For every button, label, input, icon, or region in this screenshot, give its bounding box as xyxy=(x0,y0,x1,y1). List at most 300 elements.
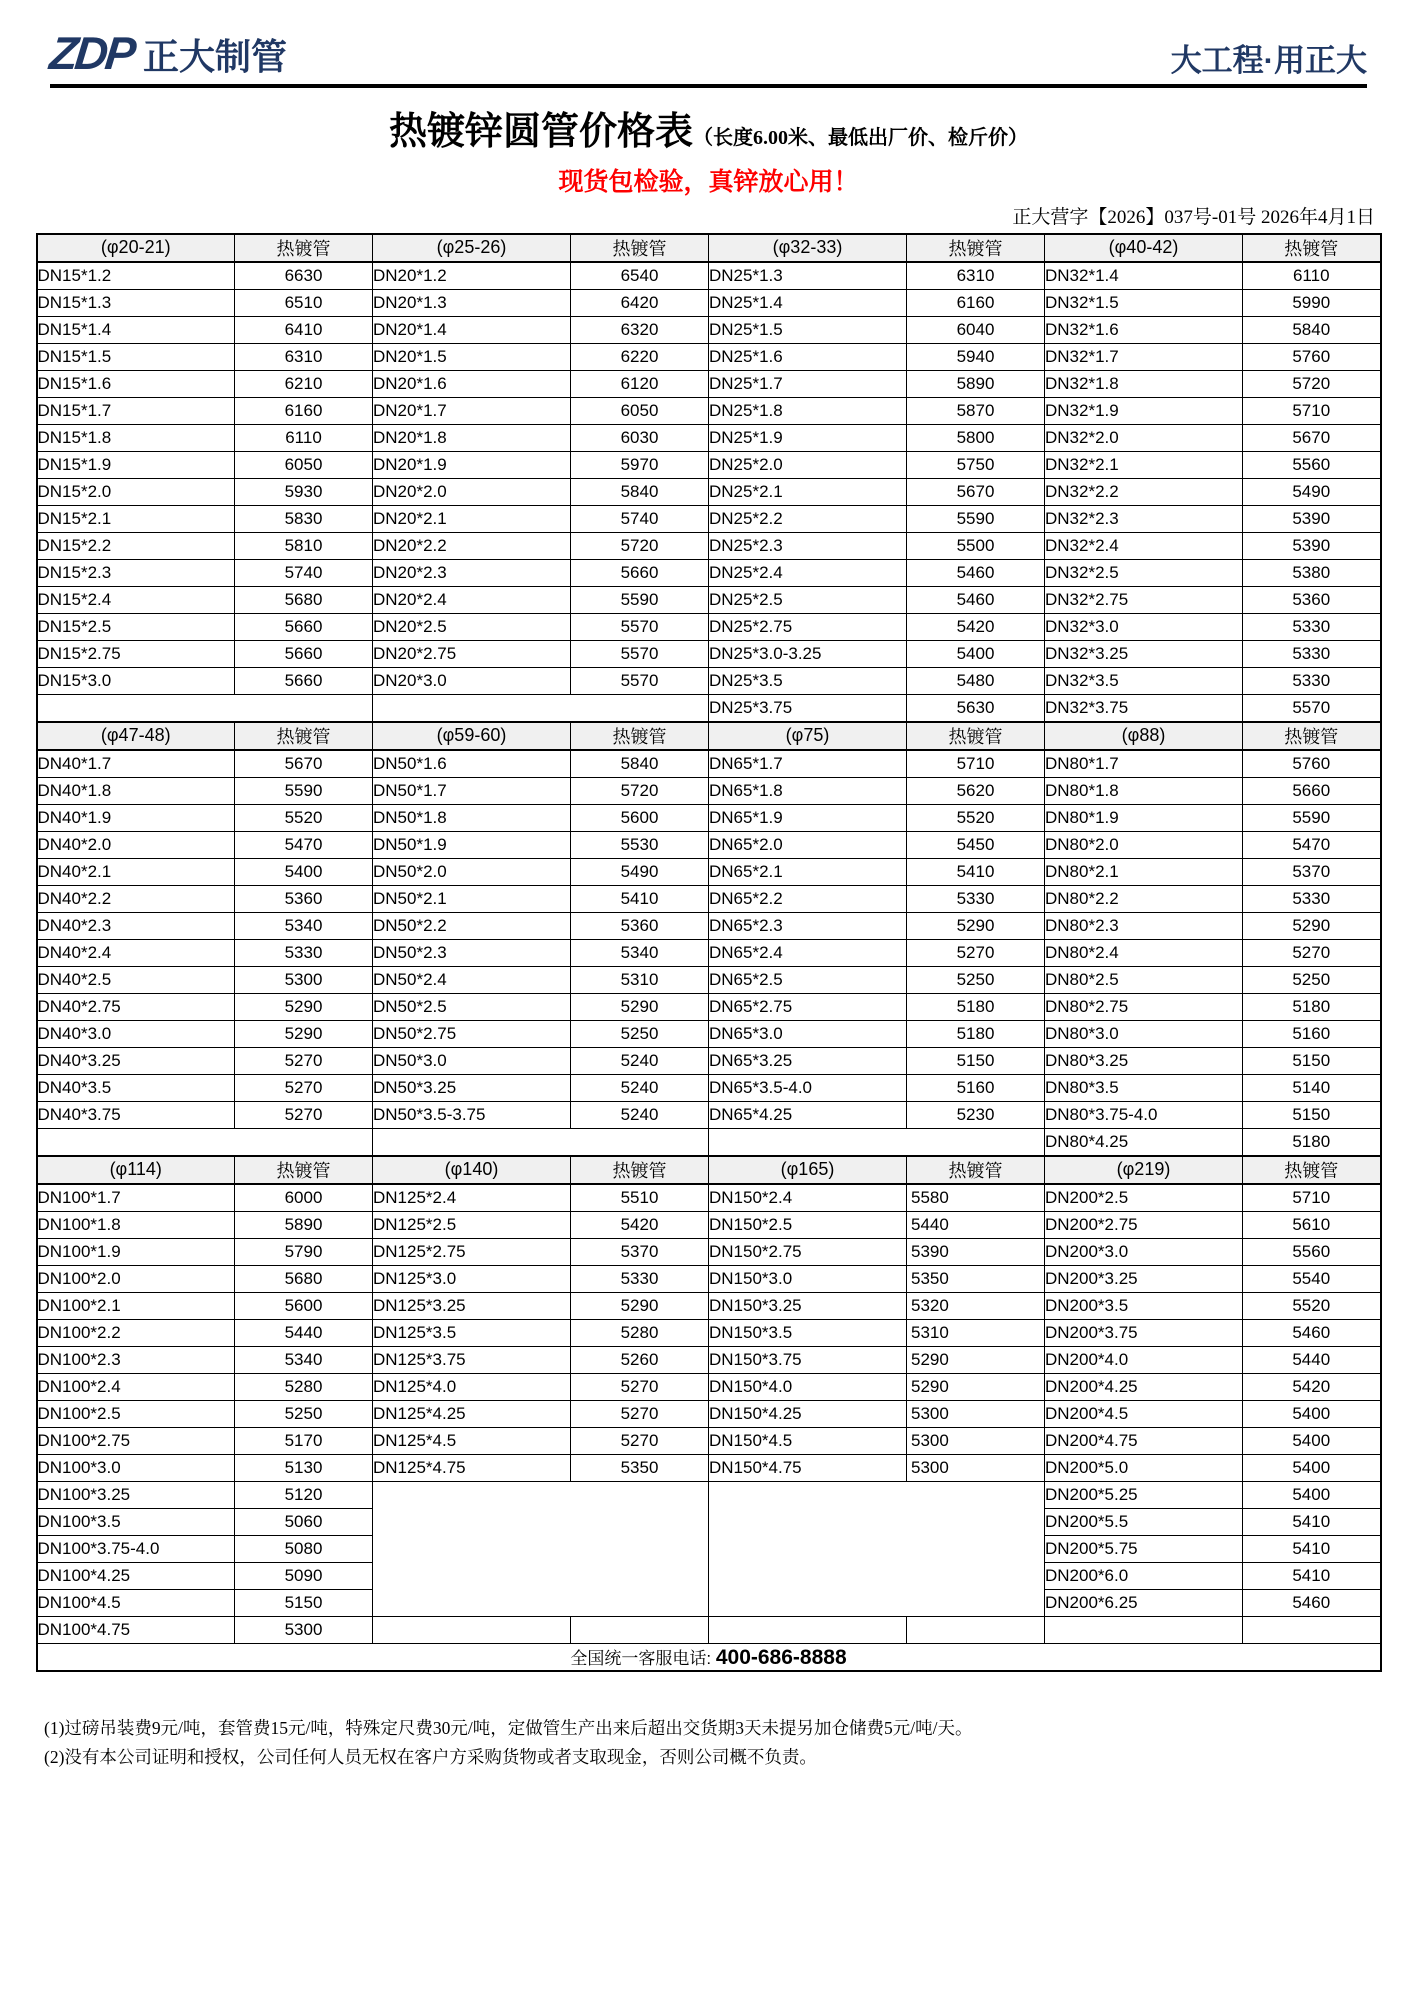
spec-cell: DN32*1.7 xyxy=(1045,343,1243,370)
spec-cell: DN25*1.5 xyxy=(709,316,907,343)
price-cell: 5660 xyxy=(235,667,373,694)
table-row xyxy=(37,1616,1381,1643)
spec-cell: DN80*4.25 xyxy=(1045,1128,1243,1156)
spec-cell: DN20*2.2 xyxy=(373,532,571,559)
page-header xyxy=(47,27,1367,88)
table-row xyxy=(37,993,1381,1020)
price-cell: 6110 xyxy=(235,424,373,451)
spec-cell: DN20*1.8 xyxy=(373,424,571,451)
spec-cell: DN32*2.0 xyxy=(1045,424,1243,451)
table-row xyxy=(37,777,1381,804)
spec-cell: DN25*2.4 xyxy=(709,559,907,586)
spec-cell: DN40*2.4 xyxy=(37,939,235,966)
price-cell: 5300 xyxy=(235,966,373,993)
price-cell: 5630 xyxy=(907,694,1045,722)
spec-cell: DN32*2.1 xyxy=(1045,451,1243,478)
price-cell: 5680 xyxy=(235,1265,373,1292)
spec-cell: DN32*1.4 xyxy=(1045,262,1243,290)
spec-cell: DN100*2.3 xyxy=(37,1346,235,1373)
spec-cell: DN150*3.25 xyxy=(709,1292,907,1319)
price-cell: 5150 xyxy=(1243,1047,1381,1074)
spec-cell: DN80*2.4 xyxy=(1045,939,1243,966)
group-header-cell: (φ59-60) xyxy=(373,722,571,750)
price-cell: 5570 xyxy=(571,613,709,640)
spec-cell: DN200*3.25 xyxy=(1045,1265,1243,1292)
price-cell: 5600 xyxy=(571,804,709,831)
price-cell: 5710 xyxy=(907,750,1045,778)
price-cell: 5840 xyxy=(571,478,709,505)
spec-cell: DN32*1.9 xyxy=(1045,397,1243,424)
price-cell: 5380 xyxy=(1243,559,1381,586)
price-cell: 5930 xyxy=(235,478,373,505)
spec-cell: DN15*1.3 xyxy=(37,289,235,316)
spec-cell: DN100*3.75-4.0 xyxy=(37,1535,235,1562)
price-cell: 5180 xyxy=(907,1020,1045,1047)
table-row xyxy=(37,1238,1381,1265)
spec-cell: DN25*1.7 xyxy=(709,370,907,397)
spec-cell: DN100*2.5 xyxy=(37,1400,235,1427)
spec-cell: DN15*1.9 xyxy=(37,451,235,478)
spec-cell: DN50*1.9 xyxy=(373,831,571,858)
spec-cell: DN125*2.5 xyxy=(373,1211,571,1238)
spec-cell: DN32*1.8 xyxy=(1045,370,1243,397)
price-cell: 5330 xyxy=(1243,885,1381,912)
group-header-cell: (φ114) xyxy=(37,1156,235,1184)
price-cell: 5940 xyxy=(907,343,1045,370)
spec-cell: DN50*2.5 xyxy=(373,993,571,1020)
table-row xyxy=(37,640,1381,667)
price-cell: 5670 xyxy=(907,478,1045,505)
price-cell: 5490 xyxy=(571,858,709,885)
price-header-cell: 热镀管 xyxy=(907,234,1045,262)
spec-cell: DN65*2.75 xyxy=(709,993,907,1020)
spec-cell: DN25*2.0 xyxy=(709,451,907,478)
table-row xyxy=(37,424,1381,451)
spec-cell: DN65*3.25 xyxy=(709,1047,907,1074)
price-cell: 5310 xyxy=(571,966,709,993)
spec-cell: DN25*3.75 xyxy=(709,694,907,722)
spec-cell: DN65*2.3 xyxy=(709,912,907,939)
price-cell: 5790 xyxy=(235,1238,373,1265)
price-cell: 5090 xyxy=(235,1562,373,1589)
zdp-logo-icon: ZDP xyxy=(47,27,136,79)
group-header-cell: (φ25-26) xyxy=(373,234,571,262)
spec-cell: DN20*2.3 xyxy=(373,559,571,586)
blank-cell xyxy=(373,1128,709,1156)
spec-cell: DN40*1.7 xyxy=(37,750,235,778)
spec-cell: DN40*2.2 xyxy=(37,885,235,912)
price-cell: 5460 xyxy=(907,559,1045,586)
spec-cell: DN200*2.5 xyxy=(1045,1184,1243,1212)
spec-cell: DN125*3.75 xyxy=(373,1346,571,1373)
spec-cell: DN125*4.75 xyxy=(373,1454,571,1481)
price-cell: 6630 xyxy=(235,262,373,290)
price-cell: 5670 xyxy=(1243,424,1381,451)
price-cell: 5840 xyxy=(571,750,709,778)
service-phone-label: 全国统一客服电话: xyxy=(570,1648,712,1668)
price-cell: 5990 xyxy=(1243,289,1381,316)
spec-cell: DN25*2.1 xyxy=(709,478,907,505)
section-header-row xyxy=(37,1156,1381,1184)
spec-cell xyxy=(709,1616,907,1643)
price-cell: 6310 xyxy=(907,262,1045,290)
table-row xyxy=(37,804,1381,831)
table-row xyxy=(37,370,1381,397)
spec-cell: DN80*1.7 xyxy=(1045,750,1243,778)
price-cell: 5830 xyxy=(235,505,373,532)
spec-cell: DN40*3.75 xyxy=(37,1101,235,1128)
spec-cell: DN200*3.75 xyxy=(1045,1319,1243,1346)
price-cell: 5270 xyxy=(571,1427,709,1454)
spec-cell xyxy=(373,1616,571,1643)
price-cell: 5340 xyxy=(571,939,709,966)
price-cell: 5360 xyxy=(571,912,709,939)
price-cell: 6050 xyxy=(235,451,373,478)
price-cell: 5840 xyxy=(1243,316,1381,343)
spec-cell: DN15*1.4 xyxy=(37,316,235,343)
group-header-cell: (φ140) xyxy=(373,1156,571,1184)
spec-cell: DN150*4.25 xyxy=(709,1400,907,1427)
price-cell: 5290 xyxy=(907,1346,1045,1373)
table-row xyxy=(37,451,1381,478)
doc-number-line: 正大营字【2026】037号-01号 2026年4月1日 xyxy=(1012,206,1375,228)
spec-cell: DN200*4.25 xyxy=(1045,1373,1243,1400)
spec-cell: DN80*3.25 xyxy=(1045,1047,1243,1074)
table-row xyxy=(37,939,1381,966)
table-row xyxy=(37,1373,1381,1400)
spec-cell: DN50*2.4 xyxy=(373,966,571,993)
price-cell: 5240 xyxy=(571,1101,709,1128)
price-cell: 5300 xyxy=(235,1616,373,1643)
spec-cell: DN80*3.75-4.0 xyxy=(1045,1101,1243,1128)
spec-cell: DN40*3.5 xyxy=(37,1074,235,1101)
spec-cell: DN40*3.25 xyxy=(37,1047,235,1074)
price-cell: 5440 xyxy=(1243,1346,1381,1373)
price-cell: 5180 xyxy=(1243,1128,1381,1156)
spec-cell: DN40*3.0 xyxy=(37,1020,235,1047)
spec-cell: DN65*4.25 xyxy=(709,1101,907,1128)
spec-cell: DN32*3.5 xyxy=(1045,667,1243,694)
table-row xyxy=(37,397,1381,424)
price-cell: 5270 xyxy=(907,939,1045,966)
spec-cell: DN25*3.5 xyxy=(709,667,907,694)
price-cell: 5440 xyxy=(235,1319,373,1346)
price-cell: 5610 xyxy=(1243,1211,1381,1238)
price-cell: 5350 xyxy=(907,1265,1045,1292)
price-cell: 5620 xyxy=(907,777,1045,804)
price-cell: 5420 xyxy=(907,613,1045,640)
company-logo xyxy=(47,27,288,79)
table-row xyxy=(37,532,1381,559)
spec-cell: DN15*2.3 xyxy=(37,559,235,586)
price-cell: 5330 xyxy=(1243,640,1381,667)
spec-cell: DN65*2.0 xyxy=(709,831,907,858)
price-cell: 5330 xyxy=(1243,613,1381,640)
price-cell: 5350 xyxy=(571,1454,709,1481)
table-row xyxy=(37,1101,1381,1128)
price-cell: 5590 xyxy=(235,777,373,804)
spec-cell: DN25*1.3 xyxy=(709,262,907,290)
spec-cell: DN20*1.5 xyxy=(373,343,571,370)
table-row xyxy=(37,667,1381,694)
spec-cell: DN125*4.25 xyxy=(373,1400,571,1427)
price-cell: 5420 xyxy=(571,1211,709,1238)
table-row xyxy=(37,1211,1381,1238)
spec-cell: DN15*2.5 xyxy=(37,613,235,640)
price-cell: 6160 xyxy=(907,289,1045,316)
price-cell: 6310 xyxy=(235,343,373,370)
price-table xyxy=(36,233,1382,1672)
table-row xyxy=(37,1292,1381,1319)
spec-cell: DN80*2.5 xyxy=(1045,966,1243,993)
price-cell: 5080 xyxy=(235,1535,373,1562)
spec-cell: DN20*1.7 xyxy=(373,397,571,424)
service-phone-row xyxy=(37,1643,1381,1671)
table-row xyxy=(37,613,1381,640)
spec-cell: DN125*3.25 xyxy=(373,1292,571,1319)
blank-cell xyxy=(37,694,373,722)
section-header-row xyxy=(37,234,1381,262)
price-cell: 5270 xyxy=(571,1400,709,1427)
group-header-cell: (φ219) xyxy=(1045,1156,1243,1184)
price-cell: 5600 xyxy=(235,1292,373,1319)
table-row xyxy=(37,885,1381,912)
table-row xyxy=(37,262,1381,290)
price-cell: 5810 xyxy=(235,532,373,559)
spec-cell: DN25*2.2 xyxy=(709,505,907,532)
table-row xyxy=(37,1184,1381,1212)
spec-cell: DN25*3.0-3.25 xyxy=(709,640,907,667)
price-cell: 5510 xyxy=(571,1184,709,1212)
spec-cell: DN200*3.5 xyxy=(1045,1292,1243,1319)
price-cell: 5520 xyxy=(907,804,1045,831)
spec-cell: DN40*1.8 xyxy=(37,777,235,804)
table-row xyxy=(37,1346,1381,1373)
blank-cell xyxy=(37,1128,373,1156)
price-cell: 5720 xyxy=(571,532,709,559)
price-cell: 5570 xyxy=(571,640,709,667)
price-cell: 6320 xyxy=(571,316,709,343)
price-cell: 5160 xyxy=(907,1074,1045,1101)
blank-cell xyxy=(709,1128,1045,1156)
spec-cell: DN25*1.8 xyxy=(709,397,907,424)
price-cell: 5680 xyxy=(235,586,373,613)
spec-cell: DN200*3.0 xyxy=(1045,1238,1243,1265)
price-cell: 6040 xyxy=(907,316,1045,343)
section-header-row xyxy=(37,722,1381,750)
spec-cell: DN25*2.5 xyxy=(709,586,907,613)
price-cell: 5290 xyxy=(1243,912,1381,939)
price-cell: 5710 xyxy=(1243,397,1381,424)
spec-cell: DN80*2.0 xyxy=(1045,831,1243,858)
price-cell: 5520 xyxy=(235,804,373,831)
group-header-cell: (φ165) xyxy=(709,1156,907,1184)
spec-cell: DN32*3.75 xyxy=(1045,694,1243,722)
price-cell: 5270 xyxy=(235,1074,373,1101)
price-cell: 5240 xyxy=(571,1047,709,1074)
price-header-cell: 热镀管 xyxy=(235,234,373,262)
spec-cell: DN65*3.0 xyxy=(709,1020,907,1047)
spec-cell: DN25*1.9 xyxy=(709,424,907,451)
price-cell: 5740 xyxy=(571,505,709,532)
spec-cell: DN125*2.4 xyxy=(373,1184,571,1212)
spec-cell: DN125*4.0 xyxy=(373,1373,571,1400)
price-cell: 5400 xyxy=(907,640,1045,667)
price-cell: 6410 xyxy=(235,316,373,343)
group-header-cell: (φ75) xyxy=(709,722,907,750)
spec-cell: DN150*2.75 xyxy=(709,1238,907,1265)
price-header-cell: 热镀管 xyxy=(1243,722,1381,750)
red-slogan: 现货包检验，真锌放心用！ xyxy=(558,167,859,196)
spec-cell: DN200*5.25 xyxy=(1045,1481,1243,1508)
price-cell: 5160 xyxy=(1243,1020,1381,1047)
group-header-cell: (φ88) xyxy=(1045,722,1243,750)
price-cell: 6160 xyxy=(235,397,373,424)
spec-cell: DN100*2.4 xyxy=(37,1373,235,1400)
price-header-cell: 热镀管 xyxy=(907,722,1045,750)
price-cell: 5400 xyxy=(235,858,373,885)
price-header-cell: 热镀管 xyxy=(1243,1156,1381,1184)
spec-cell: DN32*2.4 xyxy=(1045,532,1243,559)
spec-cell: DN15*2.1 xyxy=(37,505,235,532)
price-cell: 5570 xyxy=(571,667,709,694)
price-cell: 5330 xyxy=(1243,667,1381,694)
spec-cell: DN100*2.75 xyxy=(37,1427,235,1454)
spec-cell: DN40*2.75 xyxy=(37,993,235,1020)
spec-cell: DN15*2.75 xyxy=(37,640,235,667)
price-cell: 5270 xyxy=(571,1373,709,1400)
price-cell: 5590 xyxy=(571,586,709,613)
price-cell: 5390 xyxy=(1243,532,1381,559)
spec-cell: DN80*2.1 xyxy=(1045,858,1243,885)
price-cell: 5500 xyxy=(907,532,1045,559)
spec-cell: DN20*2.5 xyxy=(373,613,571,640)
price-cell: 5480 xyxy=(907,667,1045,694)
price-cell: 5180 xyxy=(907,993,1045,1020)
header-slogan: 大工程·用正大 xyxy=(1170,43,1367,78)
spec-cell: DN80*1.8 xyxy=(1045,777,1243,804)
price-cell: 5120 xyxy=(235,1481,373,1508)
spec-cell: DN125*2.75 xyxy=(373,1238,571,1265)
spec-cell: DN50*3.0 xyxy=(373,1047,571,1074)
spec-cell: DN20*2.0 xyxy=(373,478,571,505)
price-cell: 6210 xyxy=(235,370,373,397)
spec-cell: DN50*2.3 xyxy=(373,939,571,966)
table-row xyxy=(37,1319,1381,1346)
price-cell: 5570 xyxy=(1243,694,1381,722)
table-row xyxy=(37,858,1381,885)
price-cell: 5520 xyxy=(1243,1292,1381,1319)
spec-cell: DN40*1.9 xyxy=(37,804,235,831)
price-cell: 6030 xyxy=(571,424,709,451)
spec-cell: DN65*2.5 xyxy=(709,966,907,993)
price-cell: 5300 xyxy=(907,1454,1045,1481)
spec-cell: DN50*3.25 xyxy=(373,1074,571,1101)
company-name: 正大制管 xyxy=(143,36,288,77)
price-cell: 5890 xyxy=(235,1211,373,1238)
spec-cell: DN65*1.9 xyxy=(709,804,907,831)
table-row xyxy=(37,559,1381,586)
spec-cell: DN40*2.3 xyxy=(37,912,235,939)
spec-cell: DN150*3.5 xyxy=(709,1319,907,1346)
price-cell: 5330 xyxy=(235,939,373,966)
price-cell: 5170 xyxy=(235,1427,373,1454)
spec-cell: DN150*4.0 xyxy=(709,1373,907,1400)
table-row xyxy=(37,1481,1381,1508)
price-cell: 5300 xyxy=(907,1427,1045,1454)
price-cell: 5660 xyxy=(235,640,373,667)
spec-cell: DN50*1.6 xyxy=(373,750,571,778)
spec-cell: DN150*4.75 xyxy=(709,1454,907,1481)
group-header-cell: (φ40-42) xyxy=(1045,234,1243,262)
price-cell: 5590 xyxy=(907,505,1045,532)
price-cell: 5320 xyxy=(907,1292,1045,1319)
table-row xyxy=(37,912,1381,939)
price-cell xyxy=(907,1616,1045,1643)
price-cell: 5460 xyxy=(907,586,1045,613)
price-cell: 5470 xyxy=(235,831,373,858)
table-row xyxy=(37,1128,1381,1156)
spec-cell: DN100*4.5 xyxy=(37,1589,235,1616)
spec-cell: DN40*2.0 xyxy=(37,831,235,858)
spec-cell: DN125*4.5 xyxy=(373,1427,571,1454)
price-cell: 5400 xyxy=(1243,1454,1381,1481)
spec-cell: DN20*1.9 xyxy=(373,451,571,478)
spec-cell: DN100*1.8 xyxy=(37,1211,235,1238)
spec-cell: DN20*1.2 xyxy=(373,262,571,290)
spec-cell: DN15*2.2 xyxy=(37,532,235,559)
spec-cell: DN100*2.0 xyxy=(37,1265,235,1292)
price-cell: 5400 xyxy=(1243,1400,1381,1427)
spec-cell: DN200*6.25 xyxy=(1045,1589,1243,1616)
spec-cell: DN100*3.5 xyxy=(37,1508,235,1535)
spec-cell: DN150*2.4 xyxy=(709,1184,907,1212)
price-cell: 5970 xyxy=(571,451,709,478)
spec-cell: DN20*1.3 xyxy=(373,289,571,316)
spec-cell: DN15*3.0 xyxy=(37,667,235,694)
price-cell: 5150 xyxy=(1243,1101,1381,1128)
price-header-cell: 热镀管 xyxy=(1243,234,1381,262)
price-cell: 5270 xyxy=(1243,939,1381,966)
spec-cell: DN25*2.3 xyxy=(709,532,907,559)
price-cell: 5410 xyxy=(1243,1535,1381,1562)
page-title: 热镀锌圆管价格表 xyxy=(388,111,693,153)
blank-cell xyxy=(373,694,709,722)
price-cell: 5390 xyxy=(907,1238,1045,1265)
price-cell: 5360 xyxy=(1243,586,1381,613)
spec-cell: DN80*3.5 xyxy=(1045,1074,1243,1101)
price-cell: 5250 xyxy=(571,1020,709,1047)
price-header-cell: 热镀管 xyxy=(571,1156,709,1184)
spec-cell: DN50*2.2 xyxy=(373,912,571,939)
price-cell: 5460 xyxy=(1243,1589,1381,1616)
spec-cell: DN15*2.4 xyxy=(37,586,235,613)
merged-blank-cell xyxy=(709,1481,1045,1616)
price-cell: 5290 xyxy=(571,993,709,1020)
group-header-cell: (φ47-48) xyxy=(37,722,235,750)
price-cell: 6220 xyxy=(571,343,709,370)
spec-cell: DN15*1.6 xyxy=(37,370,235,397)
service-phone-number: 400-686-8888 xyxy=(715,1645,847,1669)
price-cell: 5290 xyxy=(235,1020,373,1047)
title-line xyxy=(0,112,1417,154)
price-cell: 5710 xyxy=(1243,1184,1381,1212)
price-header-cell: 热镀管 xyxy=(235,722,373,750)
spec-cell: DN200*5.5 xyxy=(1045,1508,1243,1535)
table-row xyxy=(37,586,1381,613)
price-cell: 5670 xyxy=(235,750,373,778)
price-cell: 5060 xyxy=(235,1508,373,1535)
